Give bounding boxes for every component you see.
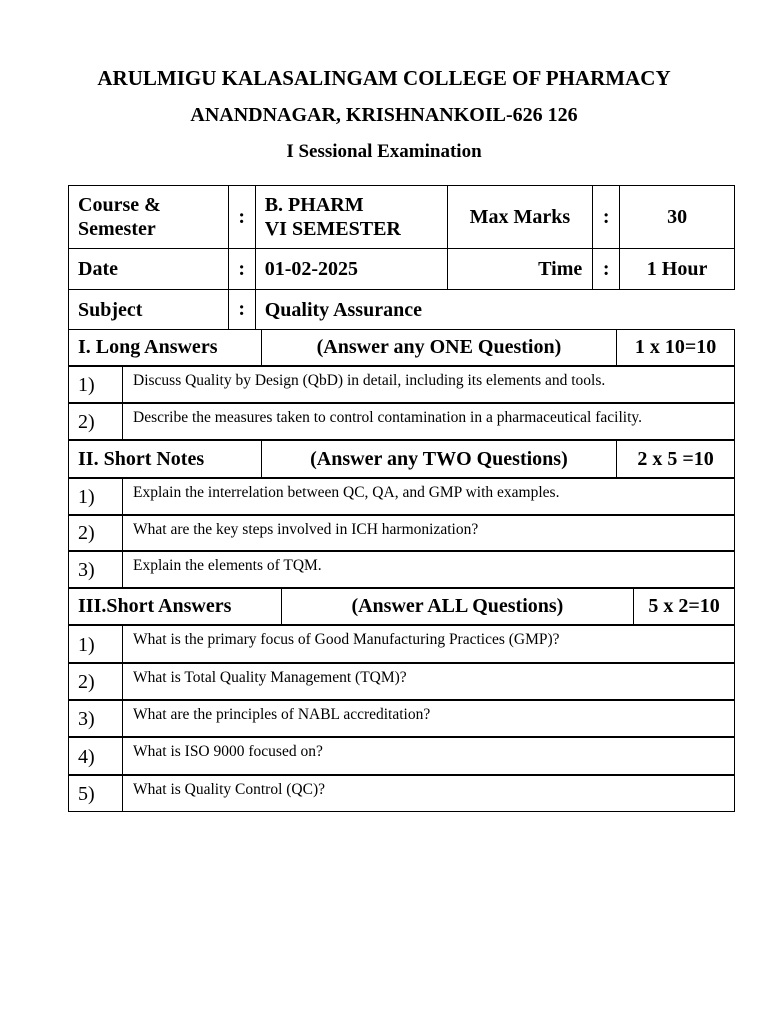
question-row bbox=[68, 775, 735, 812]
question-number: 5) bbox=[69, 776, 123, 812]
question-row bbox=[68, 403, 735, 440]
question-row bbox=[68, 478, 735, 515]
question-text: What is Total Quality Management (TQM)? bbox=[123, 664, 735, 700]
course-label-line1: Course & bbox=[78, 194, 161, 216]
section-title: III.Short Answers bbox=[69, 589, 282, 625]
question-text: Describe the measures taken to control contamination in a pharmaceutical facility. bbox=[123, 404, 735, 440]
question-number: 4) bbox=[69, 738, 123, 775]
time-value: 1 Hour bbox=[620, 249, 735, 290]
question-number: 1) bbox=[69, 367, 123, 403]
question-text: Explain the interrelation between QC, QA, and GMP with examples. bbox=[123, 479, 735, 515]
section-header bbox=[68, 329, 735, 366]
question-number: 2) bbox=[69, 404, 123, 440]
time-label: Time bbox=[447, 249, 593, 290]
date-value: 01-02-2025 bbox=[255, 249, 447, 290]
section-header bbox=[68, 588, 735, 625]
colon: : bbox=[593, 249, 620, 290]
date-label: Date bbox=[69, 249, 229, 290]
exam-title: I Sessional Examination bbox=[286, 141, 482, 162]
section-title: II. Short Notes bbox=[69, 441, 262, 478]
question-row bbox=[68, 625, 735, 663]
exam-info-table bbox=[68, 185, 735, 330]
question-text: Discuss Quality by Design (QbD) in detail, including its elements and tools. bbox=[123, 367, 735, 403]
subject-label: Subject bbox=[69, 290, 229, 330]
section-instruction: (Answer any ONE Question) bbox=[261, 330, 616, 366]
max-marks-label: Max Marks bbox=[447, 186, 593, 249]
date-row bbox=[69, 249, 735, 290]
colon: : bbox=[228, 290, 255, 330]
subject-value: Quality Assurance bbox=[255, 290, 734, 330]
course-row bbox=[69, 186, 735, 249]
section-instruction: (Answer ALL Questions) bbox=[281, 589, 633, 625]
section-instruction: (Answer any TWO Questions) bbox=[261, 441, 616, 478]
question-row bbox=[68, 515, 735, 551]
question-row bbox=[68, 551, 735, 588]
question-number: 2) bbox=[69, 664, 123, 700]
section-marks: 5 x 2=10 bbox=[634, 589, 735, 625]
question-row bbox=[68, 737, 735, 775]
colon: : bbox=[228, 249, 255, 290]
question-text: What are the key steps involved in ICH harmonization? bbox=[123, 516, 735, 551]
colon: : bbox=[593, 186, 620, 249]
course-label bbox=[69, 186, 229, 249]
question-row bbox=[68, 663, 735, 700]
course-value bbox=[255, 186, 447, 249]
question-number: 3) bbox=[69, 701, 123, 737]
college-address: ANANDNAGAR, KRISHNANKOIL-626 126 bbox=[190, 104, 578, 126]
course-value-line1: B. PHARM bbox=[264, 194, 364, 216]
section-header bbox=[68, 440, 735, 478]
question-text: What is Quality Control (QC)? bbox=[123, 776, 735, 812]
question-text: Explain the elements of TQM. bbox=[123, 552, 735, 588]
question-row bbox=[68, 700, 735, 737]
question-number: 3) bbox=[69, 552, 123, 588]
section-marks: 1 x 10=10 bbox=[617, 330, 735, 366]
question-row bbox=[68, 366, 735, 403]
colon: : bbox=[228, 186, 255, 249]
section-title: I. Long Answers bbox=[69, 330, 262, 366]
question-text: What is ISO 9000 focused on? bbox=[123, 738, 735, 775]
course-value-line2: VI SEMESTER bbox=[264, 218, 401, 240]
question-number: 1) bbox=[69, 626, 123, 663]
question-number: 2) bbox=[69, 516, 123, 551]
question-number: 1) bbox=[69, 479, 123, 515]
max-marks-value: 30 bbox=[620, 186, 735, 249]
section-marks: 2 x 5 =10 bbox=[617, 441, 735, 478]
question-text: What are the principles of NABL accreditation? bbox=[123, 701, 735, 737]
question-text: What is the primary focus of Good Manufacturing Practices (GMP)? bbox=[123, 626, 735, 663]
course-label-line2: Semester bbox=[78, 218, 156, 240]
college-name: ARULMIGU KALASALINGAM COLLEGE OF PHARMACY bbox=[97, 66, 671, 90]
subject-row bbox=[69, 290, 735, 330]
